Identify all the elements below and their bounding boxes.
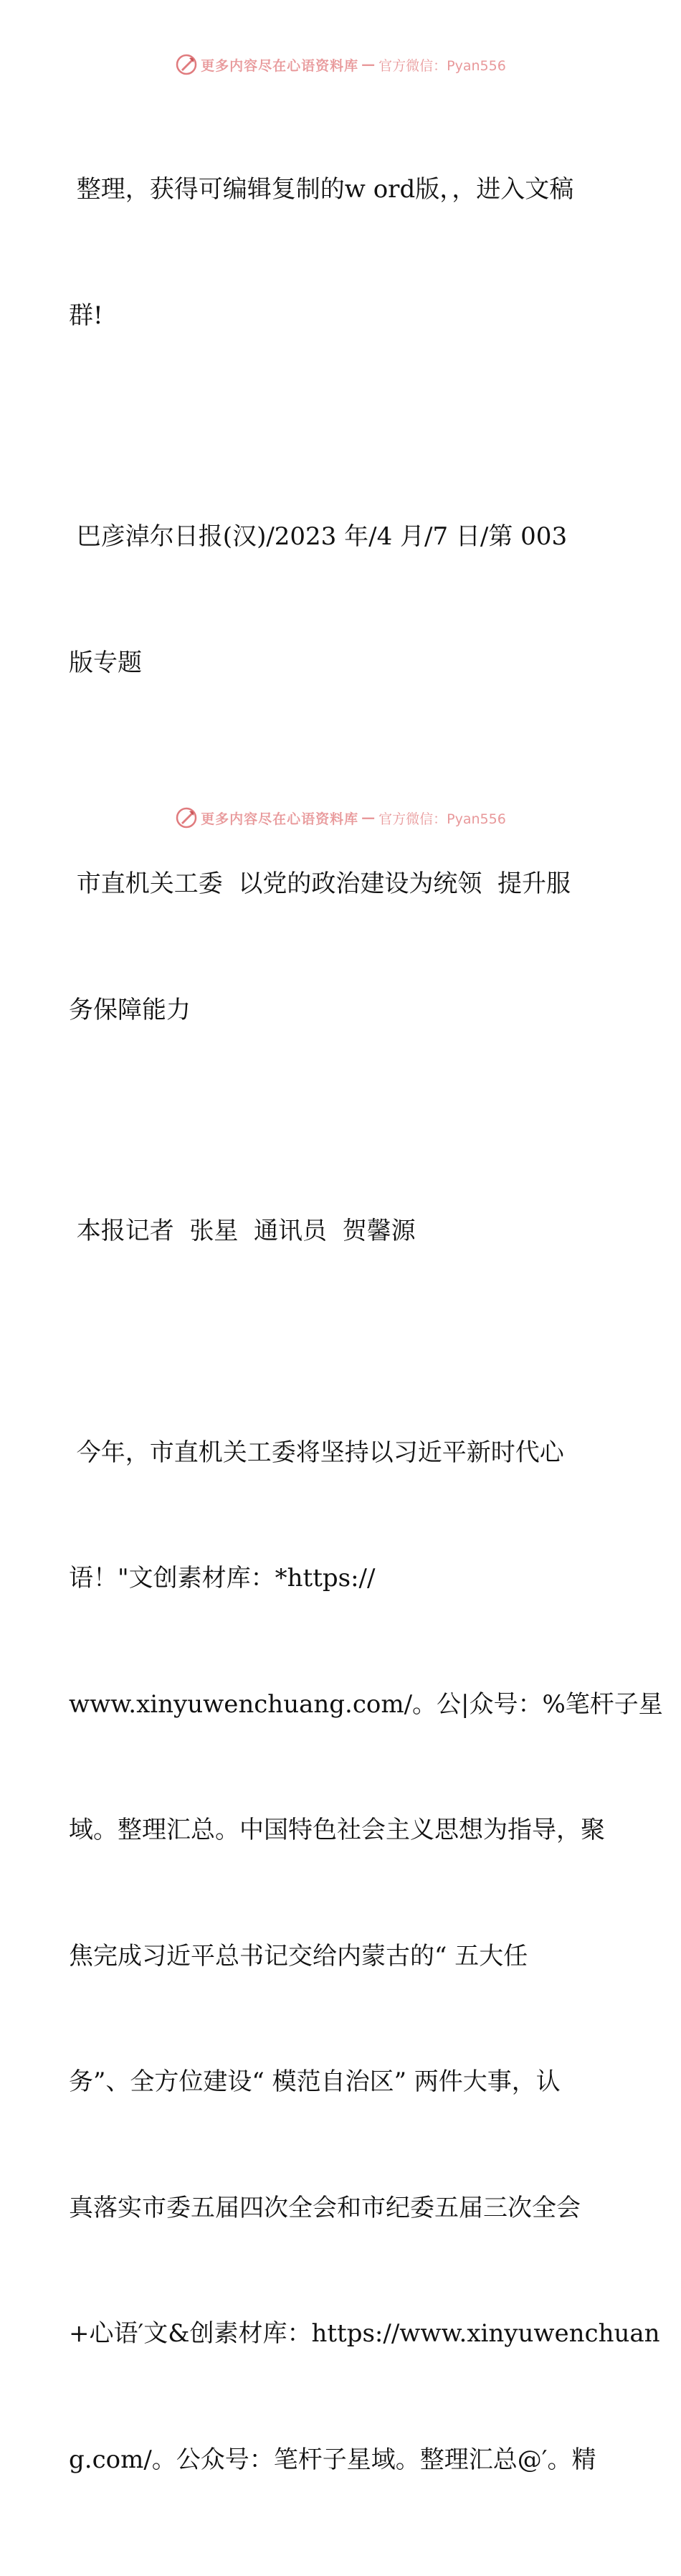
text-line: www.xinyuwenchuang.com/。公|众号：%笔杆子星: [69, 1689, 663, 1719]
text-line: +心语′文&创素材库：https://www.xinyuwenchuan: [69, 2319, 660, 2348]
banner-slogan: 更多内容尽在心语资料库: [201, 57, 359, 74]
text-line: 巴彦淖尔日报(汉)/2023 年/4 月/7 日/第 003: [69, 522, 568, 551]
footer-banner: [0, 805, 681, 831]
byline-paragraph: [69, 1126, 614, 1336]
quill-pen-logo-icon: [175, 53, 198, 76]
article-body: [69, 85, 663, 2576]
text-line: 真落实市委五届四次全会和市纪委五届三次全会: [69, 2193, 581, 2222]
banner-wechat-id: 官方微信：Pyan556: [378, 57, 506, 74]
banner-wechat-id: 官方微信：Pyan556: [378, 811, 506, 827]
text-line: 本报记者 张星 通讯员 贺馨源: [69, 1217, 416, 1245]
text-line: 务保障能力: [69, 995, 191, 1024]
text-line: 今年，市直机关工委将坚持以习近平新时代心: [69, 1438, 564, 1467]
banner-separator: —: [361, 810, 376, 826]
text-line: g.com/。公众号：笔杆子星域。整理汇总@′。精: [69, 2445, 596, 2474]
text-line: 务”、全方位建设“ 模范自治区” 两件大事，认: [69, 2067, 561, 2096]
text-line: 整理，获得可编辑复制的w ord版，，进入文稿: [69, 175, 574, 204]
text-line: 市直机关工委 以党的政治建设为统领 提升服: [69, 869, 571, 898]
text-line: 域。整理汇总。中国特色社会主义思想为指导，聚: [69, 1816, 605, 1844]
text-line: 版专题: [69, 648, 142, 677]
source-paragraph: [69, 432, 614, 768]
body-paragraph: [69, 1348, 663, 2565]
banner-separator: —: [361, 57, 376, 72]
intro-paragraph: [69, 85, 614, 420]
text-line: 群!: [69, 301, 103, 330]
header-banner: [0, 52, 681, 77]
banner-slogan: 更多内容尽在心语资料库: [201, 811, 359, 827]
text-line: 焦完成习近平总书记交给内蒙古的“ 五大任: [69, 1941, 528, 1971]
text-line: 语！"文创素材库：*https://: [69, 1564, 376, 1593]
quill-pen-logo-icon: [175, 806, 198, 829]
